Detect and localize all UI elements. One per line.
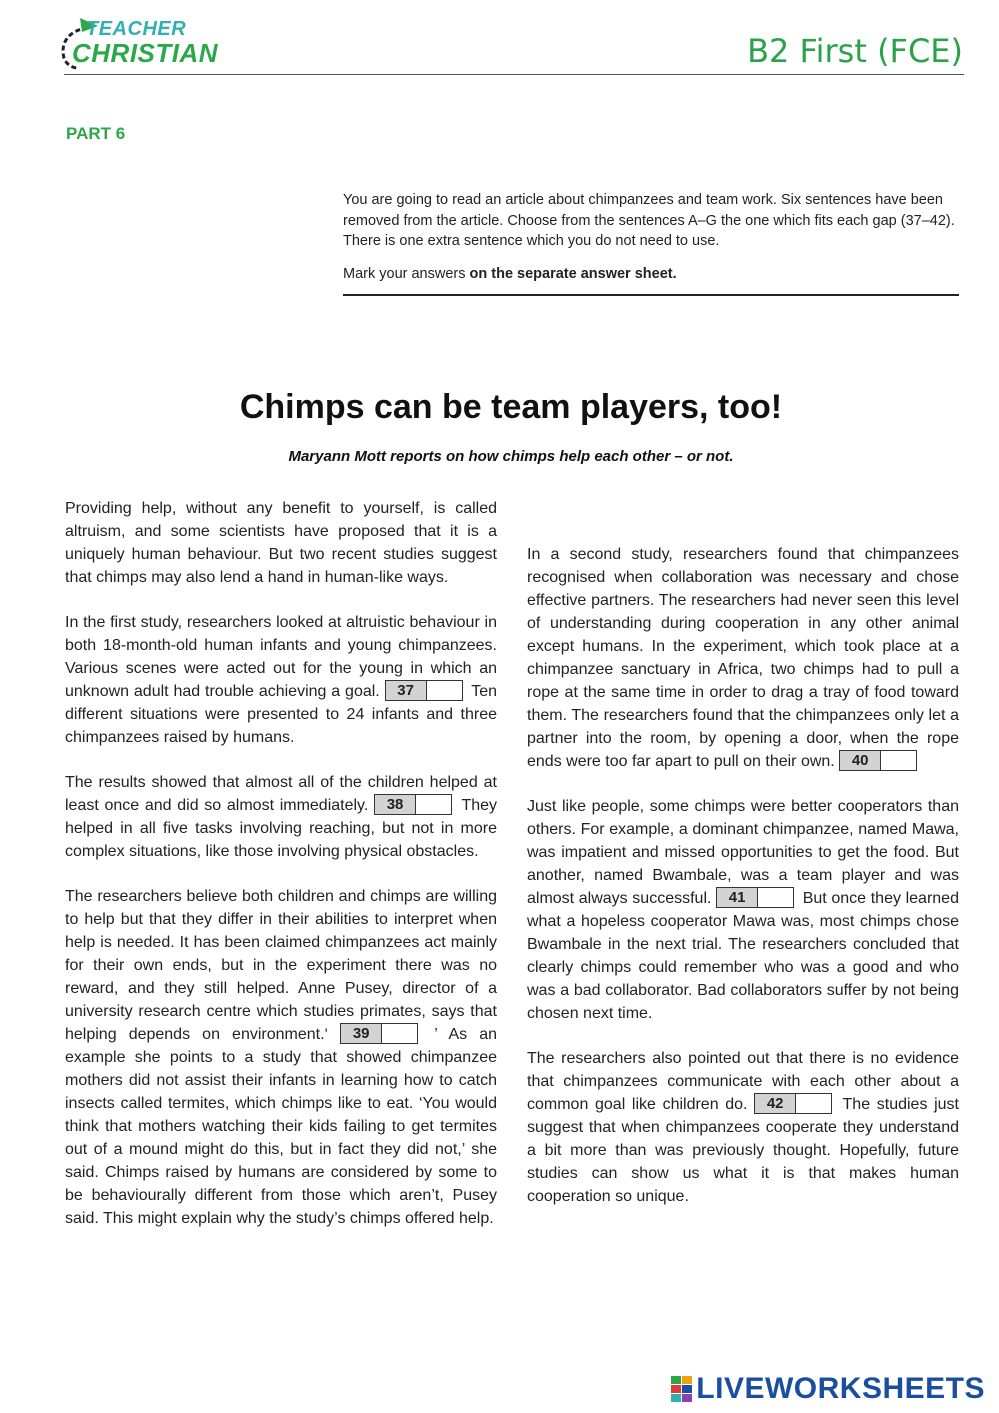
- paragraph-6: [527, 795, 959, 1025]
- liveworksheets-logo: [671, 1372, 985, 1406]
- mark-bold: on the separate answer sheet.: [469, 265, 677, 282]
- gap-39-number: 39: [341, 1024, 382, 1043]
- gap-37-number: 37: [386, 681, 427, 700]
- paragraph-1-text: Providing help, without any benefit to yourself, is called altruism, and some scientists have proposed that it is a uniquely human behaviour. But two recent studies suggest that chimps may also lend a hand in human-like ways.: [65, 500, 497, 586]
- article-byline: Maryann Mott reports on how chimps help each other – or not.: [288, 448, 734, 465]
- paragraph-5-text: In a second study, researchers found that chimpanzees recognised when collaboration was necessary and chose effective partners. The researchers had never seen this level of understanding during cooperation in any other animal except humans. In the experiment, which took place at a chimpanzee sanctuary in Africa, two chimps had to pull a rope at the same time in order to drag a tray of food toward them. The researchers found that the chimpanzees only let a partner into the room, by opening a door, when the rope ends were too far apart to pull on their own.: [527, 546, 959, 770]
- paragraph-2-text-a: In the first study, researchers looked at altruistic behaviour in both 18-month-old human infants and young chimpanzees. Various scenes were acted out for the young in which an unknown adult had trouble achieving a goal.: [65, 614, 497, 700]
- liveworksheets-grid-icon: [671, 1376, 692, 1402]
- instructions-text: You are going to read an article about chimpanzees and team work. Six sentences have been removed from the article. Choose from the sentences A–G the one which fits each gap (37–42). There is one extra sentence which you do not need to use.: [343, 192, 955, 249]
- paragraph-4-text-b: ’ As an example she points to a study that showed chimpanzee mothers did not assist their infants in learning how to catch insects called termites, which chimps like to eat. ‘You would think that mothers watching their kids failing to get termites out of a mound might do this, but in fact they did not,’ she said. Chimps raised by humans are considered by some to be behaviourally different from those which aren’t, Pusey said. This might explain why the study’s chimps offered help.: [65, 1026, 497, 1227]
- gap-42-number: 42: [755, 1094, 796, 1113]
- header-divider: [64, 74, 964, 75]
- paragraph-3-text-b: They helped in all five tasks involving reaching, but not in more complex situations, like those involving physical obstacles.: [65, 797, 498, 860]
- logo-christian-text: CHRISTIAN: [72, 38, 219, 68]
- instructions: [343, 190, 963, 284]
- gap-40-answer-box[interactable]: [839, 750, 917, 771]
- gap-37-answer-box[interactable]: [385, 680, 463, 701]
- gap-38-answer-box[interactable]: [374, 794, 452, 815]
- paragraph-7-text-a: The researchers also pointed out that there is no evidence that chimpanzees communicate with each other about a common goal like children do.: [527, 1050, 959, 1113]
- paragraph-7: [527, 1047, 959, 1208]
- gap-40-number: 40: [840, 751, 881, 770]
- gap-38-number: 38: [375, 795, 416, 814]
- paragraph-6-text-a: Just like people, some chimps were better cooperators than others. For example, a dominant chimpanzee, named Mawa, was impatient and missed opportunities to get the food. But another, named Bwambale, was a team player and was almost always successful.: [527, 798, 959, 907]
- paragraph-2: [65, 611, 497, 749]
- paragraph-4: [65, 885, 497, 1230]
- paragraph-6-text-b: But once they learned what a hopeless cooperator Mawa was, most chimps chose Bwambale in the next trial. The researchers concluded that clearly chimps could remember who was a good and who was a bad collaborator. Bad collaborators suffer by not being chosen next time.: [527, 890, 959, 1022]
- paragraph-2-text-b: Ten different situations were presented to 24 infants and three chimpanzees raised by humans.: [65, 683, 497, 746]
- article-column-right: [527, 497, 959, 1230]
- paragraph-4-text-a: The researchers believe both children and chimps are willing to help but that they differ in their abilities to interpret when help is needed. It has been claimed chimpanzees act mainly for their own ends, but in the experiment there was no reward, and they still helped. Anne Pusey, director of a university research centre which studies primates, says that helping depends on environment.‘: [65, 888, 497, 1043]
- paragraph-7-text-b: The studies just suggest that when chimpanzees cooperate they understand a bit more than was previously thought. Hopefully, future studies can show us what it is that makes human cooperation so unique.: [527, 1096, 959, 1205]
- exam-title: B2 First (FCE): [747, 32, 963, 70]
- paragraph-3: [65, 771, 497, 863]
- article-title: Chimps can be team players, too!: [239, 388, 783, 426]
- gap-41-number: 41: [717, 888, 758, 907]
- paragraph-1: [65, 497, 497, 589]
- paragraph-5: [527, 543, 959, 773]
- teacher-christian-logo: [58, 16, 219, 72]
- paragraph-3-text-a: The results showed that almost all of the children helped at least once and did so almost immediately.: [65, 774, 497, 814]
- instructions-mark: [343, 264, 963, 285]
- logo-teacher-text: TEACHER: [86, 18, 187, 40]
- gap-42-answer-box[interactable]: [754, 1093, 832, 1114]
- part-label: PART 6: [66, 124, 126, 143]
- article-column-left: [65, 497, 497, 1252]
- mark-prefix: Mark your answers: [343, 265, 470, 282]
- liveworksheets-brand: LIVEWORKSHEETS: [696, 1372, 985, 1405]
- gap-39-answer-box[interactable]: [340, 1023, 418, 1044]
- gap-41-answer-box[interactable]: [716, 887, 794, 908]
- instructions-divider: [343, 294, 959, 296]
